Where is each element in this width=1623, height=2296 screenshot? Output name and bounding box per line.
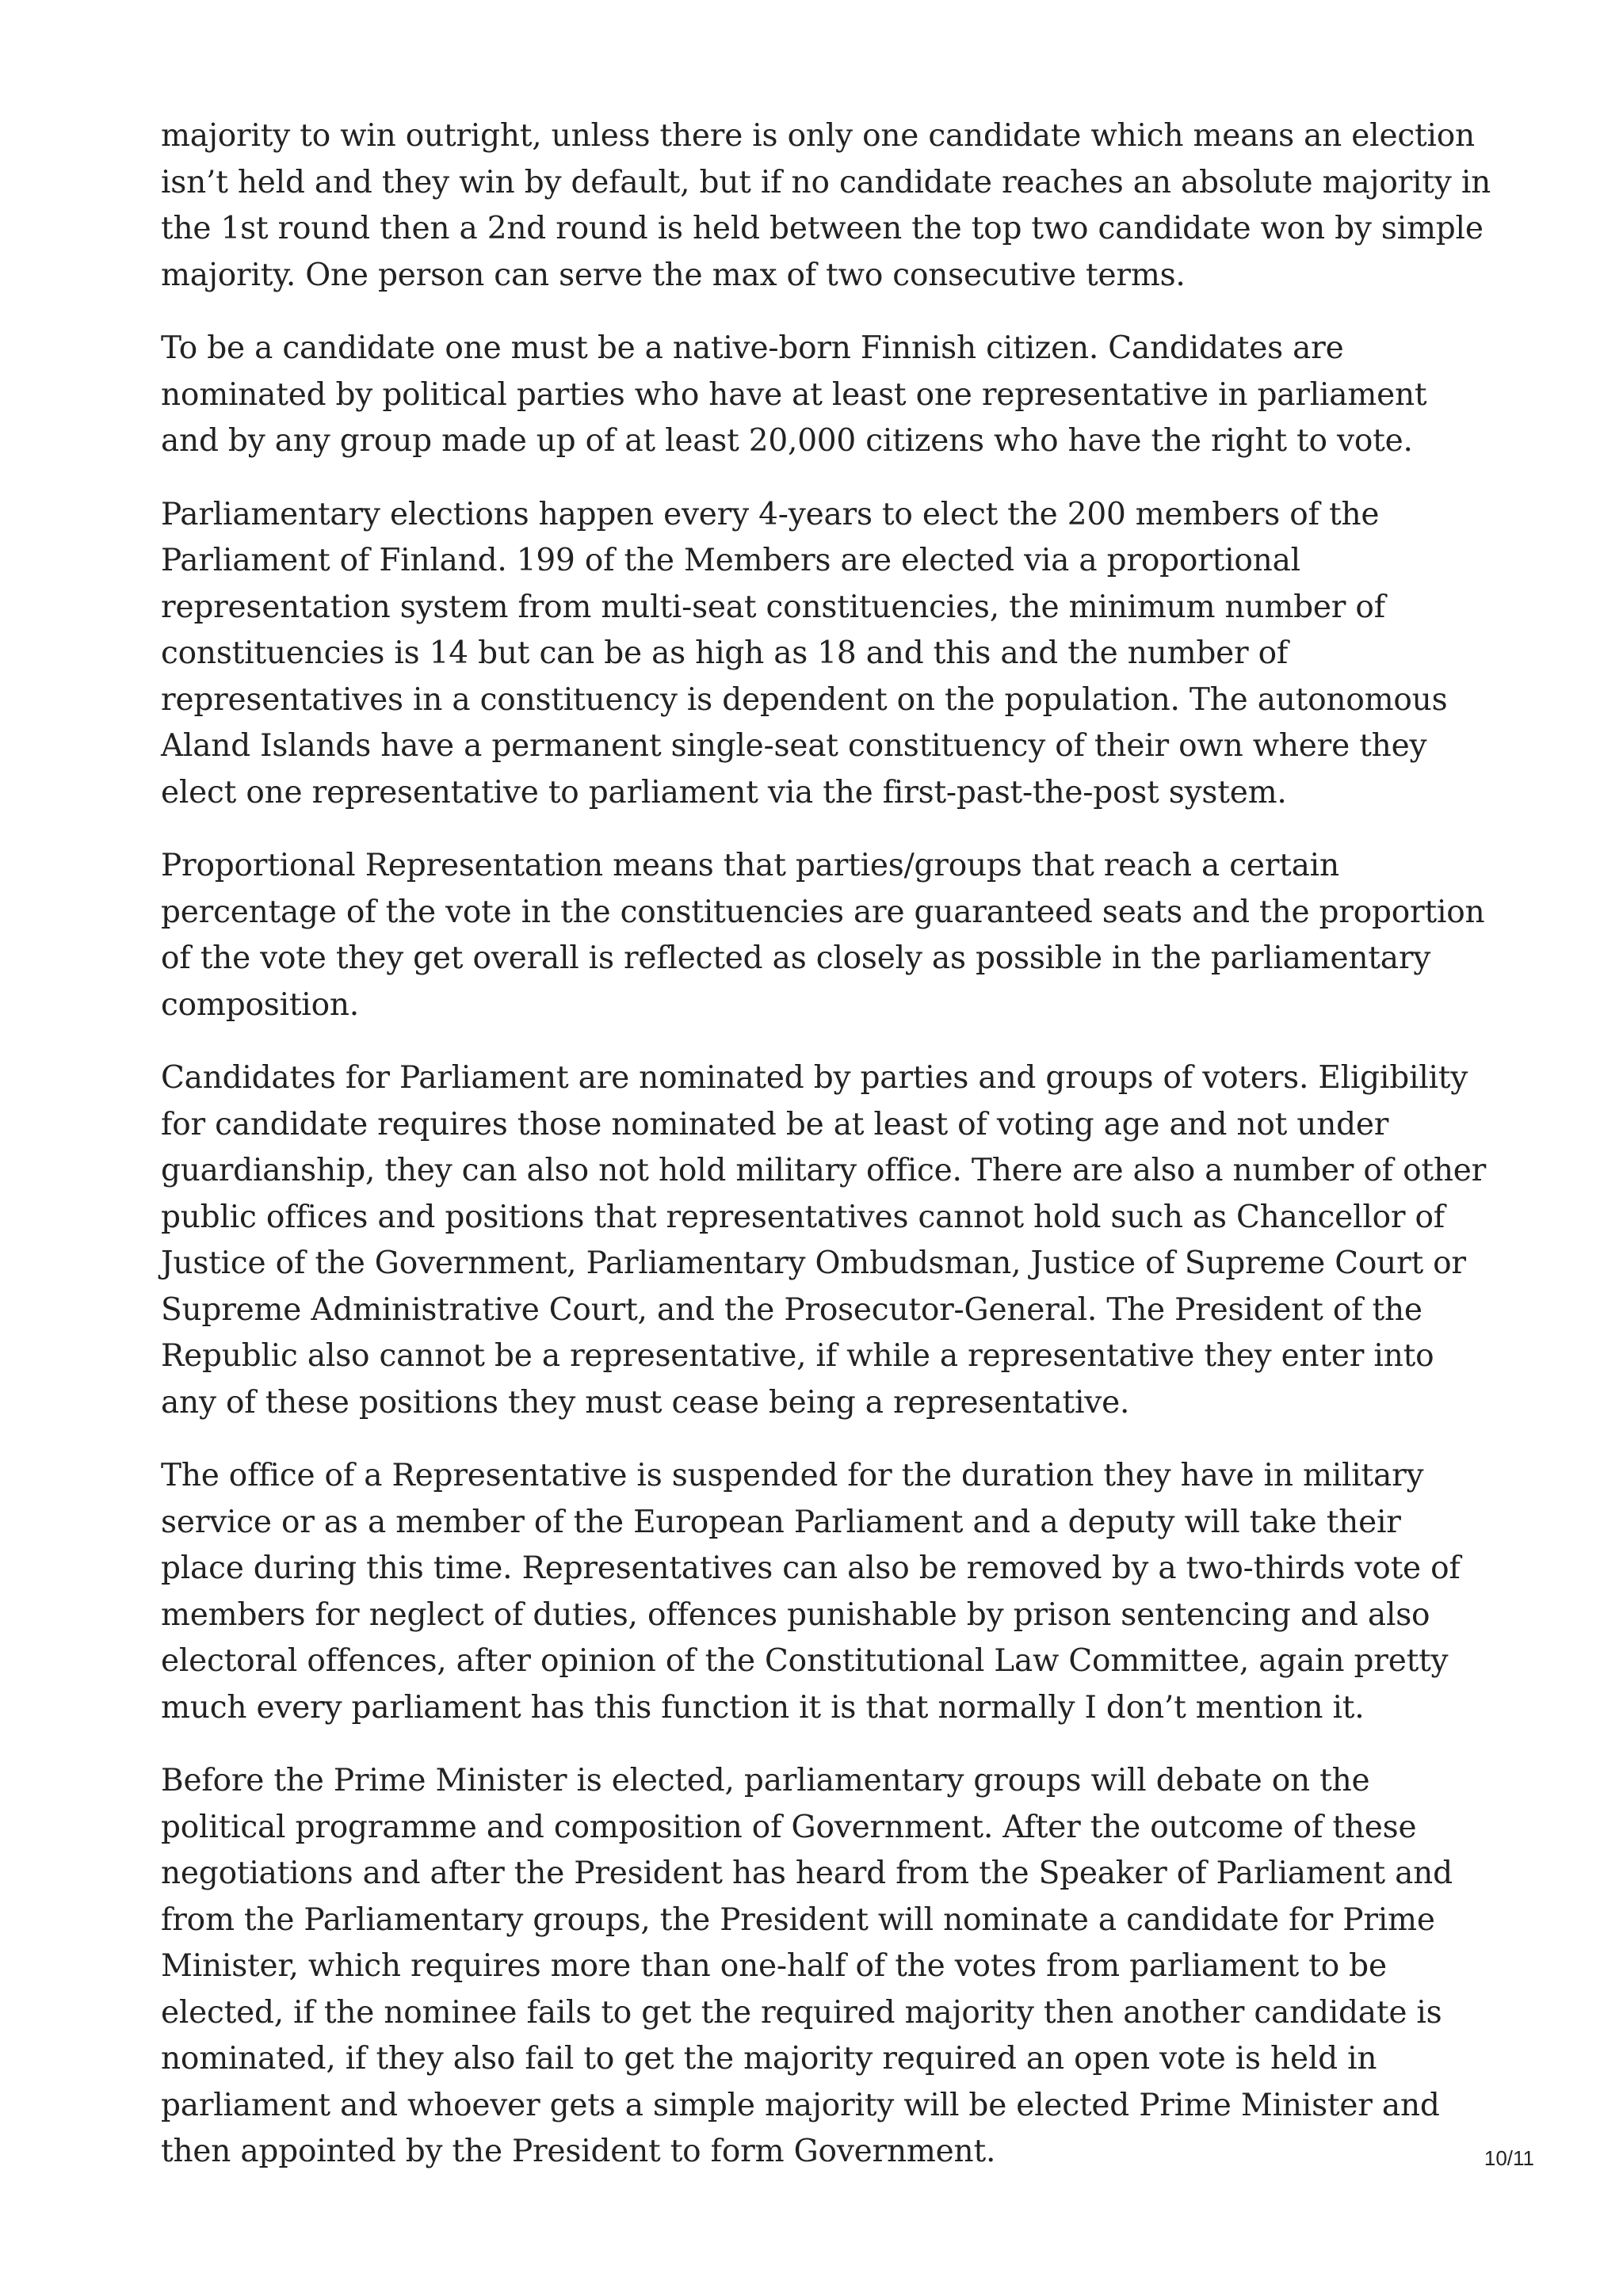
- paragraph-presidential-majority: majority to win outright, unless there is only one candidate which means an election isn’t held and they win by default, but if no candidate reaches an absolute majority in the 1st round then a 2nd round is held between the top two candidate won by simple majority. One person can serve the max of two consecutive terms.: [161, 118, 1491, 293]
- document-body: [161, 113, 1492, 2203]
- page-number: 10/11: [1484, 2146, 1534, 2170]
- paragraph-parliament-candidates: Candidates for Parliament are nominated by parties and groups of voters. Eligibility for candidate requires those nominated be at least of voting age and not under guardianship, they can also not hold military office. There are also a number of other public offices and positions that representatives cannot hold such as Chancellor of Justice of the Government, Parliamentary Ombudsman, Justice of Supreme Court or Supreme Administrative Court, and the Prosecutor-General. The President of the Republic also cannot be a representative, if while a representative they enter into any of these positions they must cease being a representative.: [161, 1060, 1487, 1421]
- paragraph-representative-office: The office of a Representative is suspended for the duration they have in military service or as a member of the European Parliament and a deputy will take their place during this time. Representatives can also be removed by a two-thirds vote of members for neglect of duties, offences punishable by prison sentencing and also electoral offences, after opinion of the Constitutional Law Committee, again pretty much every parliament has this function it is that normally I don’t mention it.: [161, 1458, 1461, 1726]
- paragraph-proportional-representation: Proportional Representation means that parties/groups that reach a certain percentage of the vote in the constituencies are guaranteed seats and the proportion of the vote they get overall is reflected as closely as possible in the parliamentary composition.: [161, 848, 1485, 1023]
- paragraph-parliamentary-elections: Parliamentary elections happen every 4-years to elect the 200 members of the Parliament of Finland. 199 of the Members are elected via a proportional representation system from multi-seat constituencies, the minimum number of constituencies is 14 but can be as high as 18 and this and the number of representatives in a constituency is dependent on the population. The autonomous Aland Islands have a permanent single-seat constituency of their own where they elect one representative to parliament via the first-past-the-post system.: [161, 496, 1448, 810]
- paragraph-prime-minister-election: Before the Prime Minister is elected, parliamentary groups will debate on the political programme and composition of Government. After the outcome of these negotiations and after the President has heard from the Speaker of Parliament and from the Parliamentary groups, the President will nominate a candidate for Prime Minister, which requires more than one-half of the votes from parliament to be elected, if the nominee fails to get the required majority then another candidate is nominated, if they also fail to get the majority required an open vote is held in parliament and whoever gets a simple majority will be elected Prime Minister and then appointed by the President to form Government.: [161, 1763, 1453, 2169]
- paragraph-presidential-candidates: To be a candidate one must be a native-born Finnish citizen. Candidates are nominated by political parties who have at least one representative in parliament and by any group made up of at least 20,000 citizens who have the right to vote.: [161, 330, 1427, 459]
